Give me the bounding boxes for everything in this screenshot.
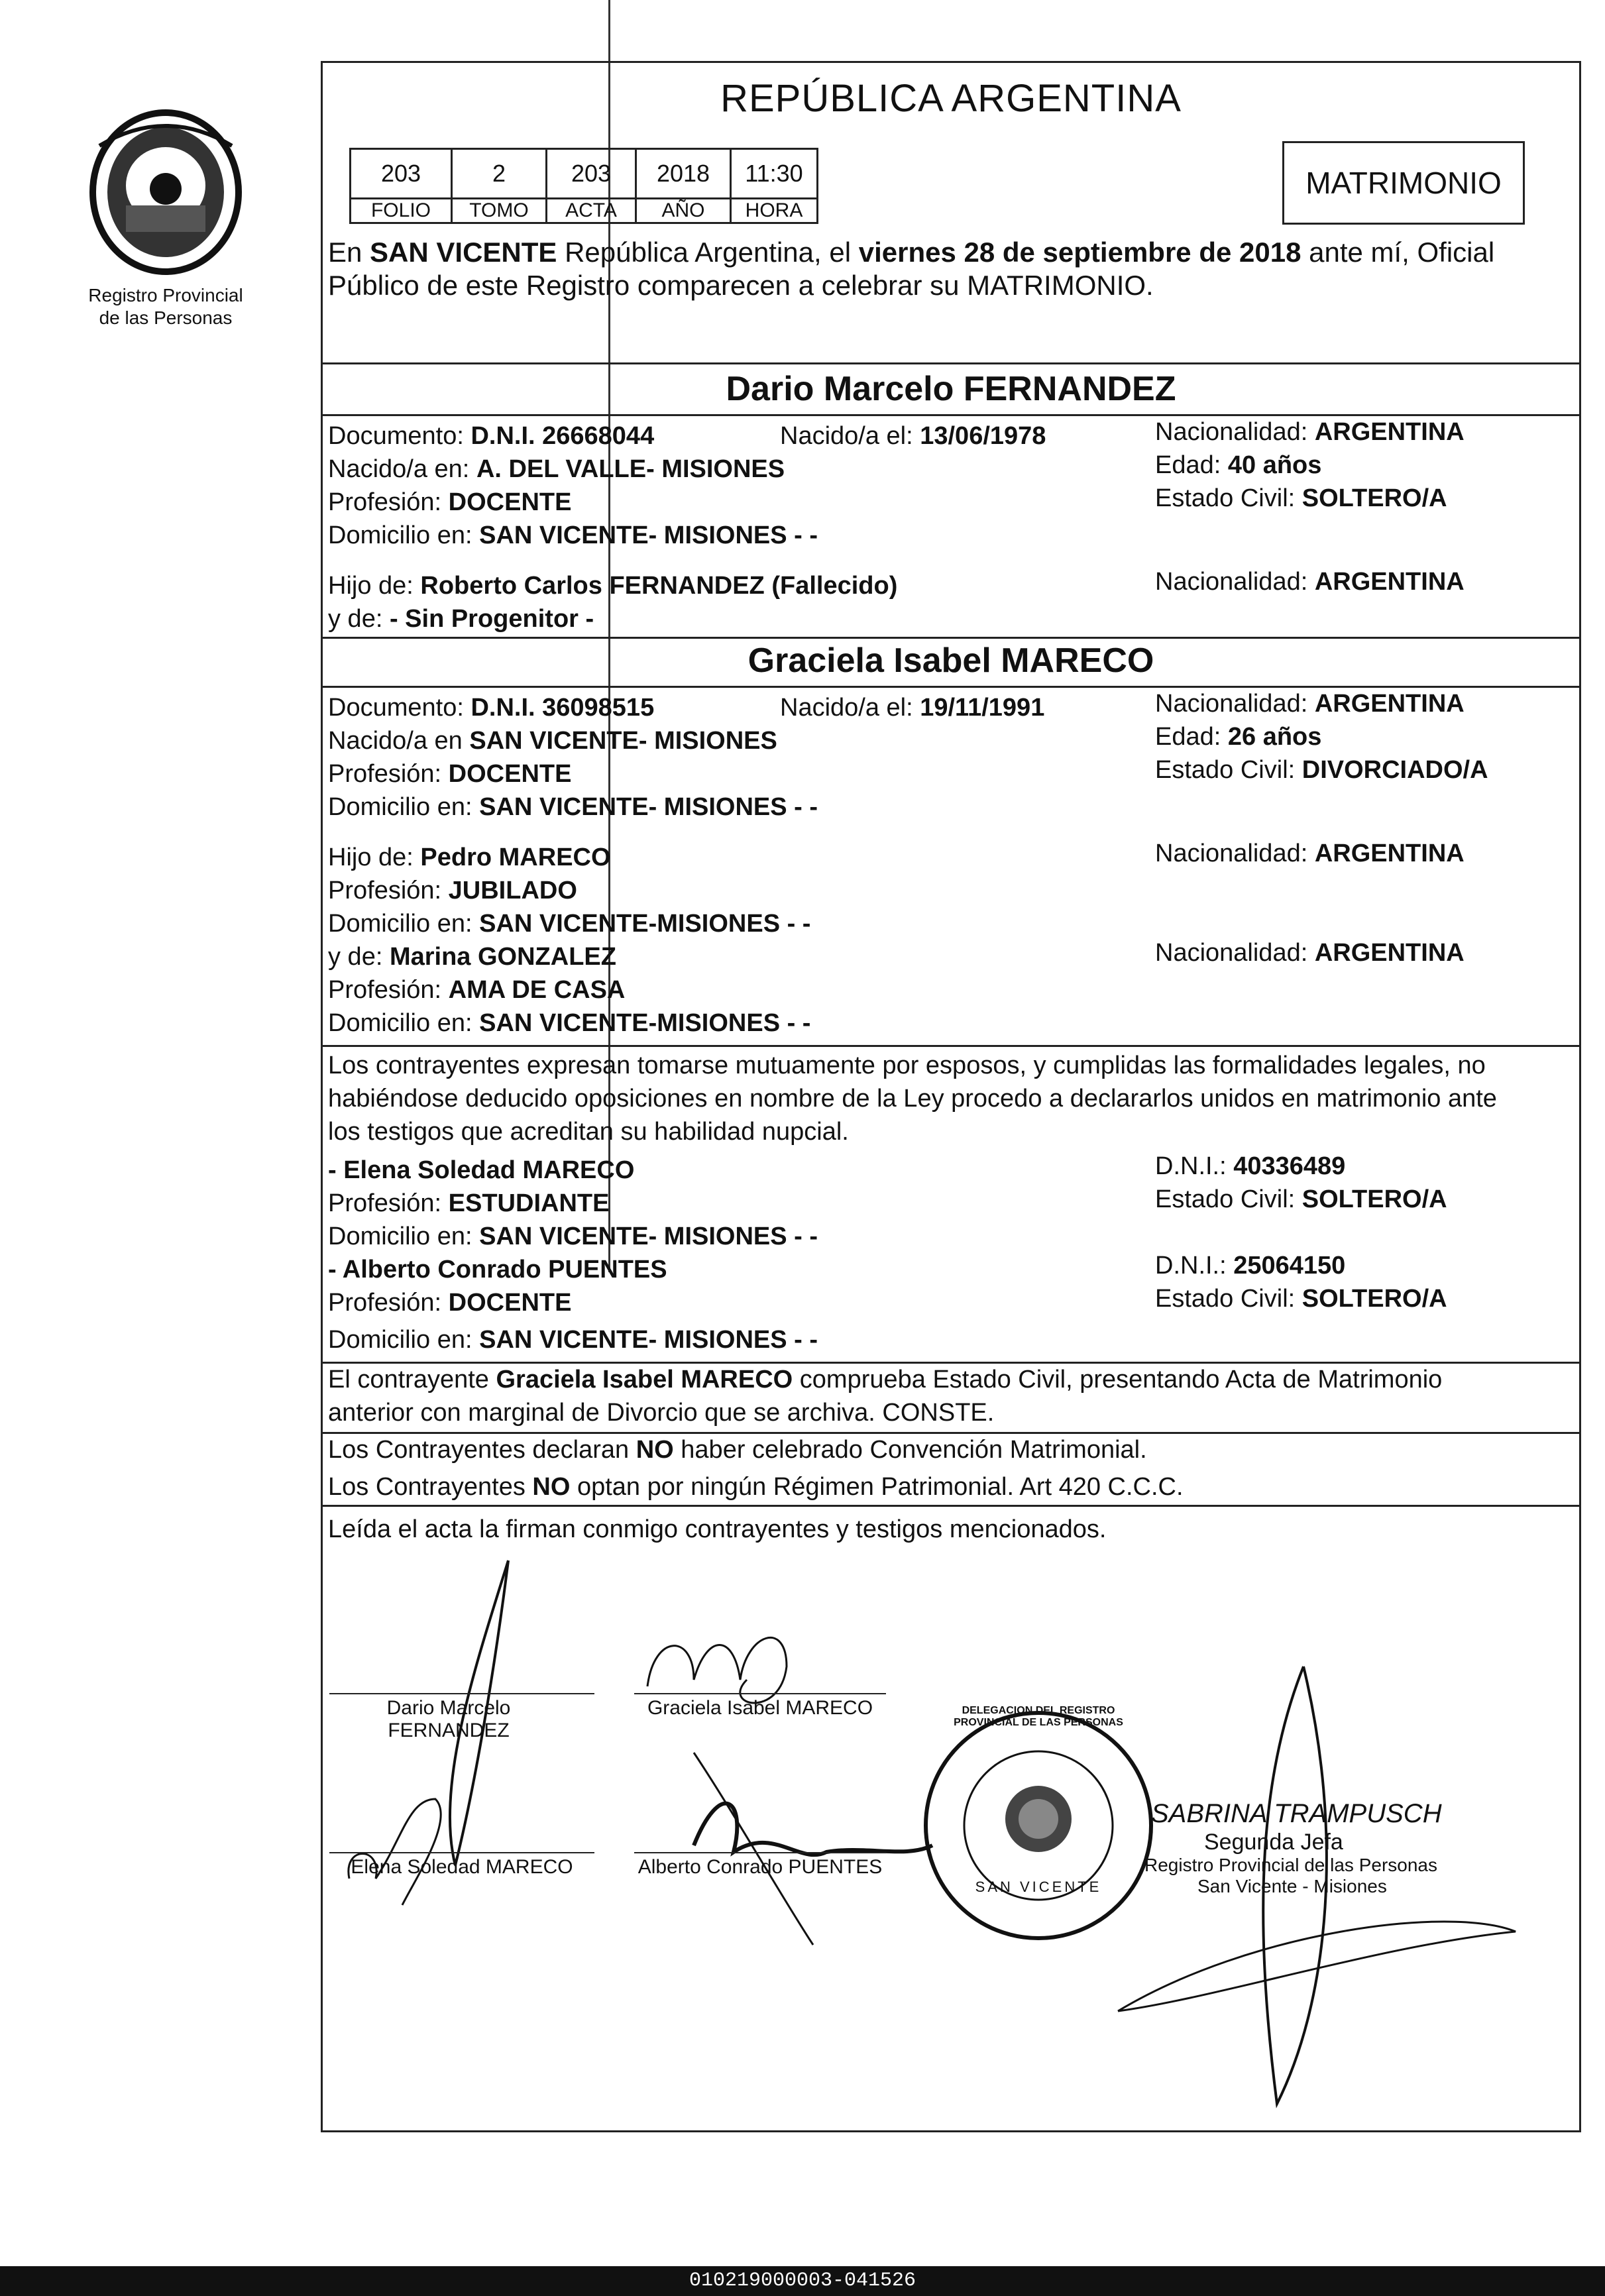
signature-line [634,1693,886,1694]
spouse2-place: Nacido/a en SAN VICENTE- MISIONES [328,727,777,755]
registry-name-line1: Registro Provincial [88,285,243,305]
witness2-prof: Profesión: DOCENTE [328,1289,572,1317]
spouse1-doc: Documento: D.N.I. 26668044 [328,422,655,450]
divider [323,1045,1579,1047]
spouse1-father: Hijo de: Roberto Carlos FERNANDEZ (Fallecido) [328,572,898,600]
anio-label: AÑO [636,199,731,223]
seal-ring-text: DELEGACION DEL REGISTRO PROVINCIAL DE LAS PERSONAS [954,1705,1123,1728]
divider [323,686,1579,688]
intro-line1 [328,237,1494,268]
spouse2-dom: Domicilio en: SAN VICENTE- MISIONES - - [328,793,818,821]
document-barcode-id: 010219000003-041526 [0,2266,1605,2296]
sig1-label: Dario Marcelo FERNANDEZ [386,1697,511,1741]
civil-note: El contrayente Graciela Isabel MARECO comprueba Estado Civil, presentando Acta de Matrimonio anterior con marginal de Divorcio que se archiva. CONSTE. [328,1363,1574,1429]
spouse1-civil: Estado Civil: SOLTERO/A [1155,484,1447,512]
witness1-name: - Elena Soledad MARECO [328,1156,635,1184]
hora-label: HORA [731,199,818,223]
witness1-dom: Domicilio en: SAN VICENTE- MISIONES - - [328,1223,818,1250]
patrimonial: Los Contrayentes declaran NO haber celebrado Convención Matrimonial. Los Contrayentes NO optan por ningún Régimen Patrimonial. Art 420 C.C.C. [328,1436,1184,1501]
spouse2-father-prof: Profesión: JUBILADO [328,877,577,904]
signature-line [329,1852,594,1853]
registry-name-line2: de las Personas [99,307,233,328]
acta-label: ACTA [547,199,636,223]
intro-pre: En [328,237,370,268]
witness2-dom: Domicilio en: SAN VICENTE- MISIONES - - [328,1326,818,1354]
witness1-prof: Profesión: ESTUDIANTE [328,1189,610,1217]
declaration [328,1049,1574,1148]
spouse1-prof: Profesión: DOCENTE [328,488,572,516]
witness2-dni: D.N.I.: 25064150 [1155,1252,1346,1280]
certificate-frame [321,61,1581,2132]
intro-city: SAN VICENTE [370,237,557,268]
witness2-name: - Alberto Conrado PUENTES [328,1256,667,1284]
spouse2-mother-dom: Domicilio en: SAN VICENTE-MISIONES - - [328,1009,811,1037]
officer-location: San Vicente - Misiones [1197,1876,1387,1896]
divider [323,362,1579,364]
spouse1-dom: Domicilio en: SAN VICENTE- MISIONES - - [328,521,818,549]
spouse1-father-nat: Nacionalidad: ARGENTINA [1155,568,1465,596]
divider [323,414,1579,416]
province-shield-icon [73,106,258,278]
country-title: REPÚBLICA ARGENTINA [720,77,1182,120]
closing-statement: Leída el acta la firman conmigo contrayentes y testigos mencionados. [328,1515,1107,1543]
intro-post: ante mí, Oficial [1301,237,1495,268]
intro-line2: Público de este Registro comparecen a celebrar su MATRIMONIO. [328,270,1154,301]
spouse2-mother-prof: Profesión: AMA DE CASA [328,976,626,1004]
hora-value: 11:30 [731,149,818,199]
spouse1-age: Edad: 40 años [1155,451,1322,479]
witness2-civil: Estado Civil: SOLTERO/A [1155,1285,1447,1313]
spouse2-age: Edad: 26 años [1155,723,1322,751]
spouse1-name: Dario Marcelo FERNANDEZ [726,370,1176,408]
spouse2-mother: y de: Marina GONZALEZ [328,943,616,971]
spouse1-nat: Nacionalidad: ARGENTINA [1155,418,1465,446]
intro-date: viernes 28 de septiembre de 2018 [858,237,1301,268]
witness1-civil: Estado Civil: SOLTERO/A [1155,1185,1447,1213]
spouse2-born: Nacido/a el: 19/11/1991 [780,694,1045,722]
divider [323,637,1579,639]
registry-logo [73,106,258,278]
spouse2-doc: Documento: D.N.I. 36098515 [328,694,655,722]
declaration-line1: Los contrayentes expresan tomarse mutuamente por esposos, y cumplidas las formalidades legales, no [328,1052,1486,1079]
record-type-box: MATRIMONIO [1282,141,1525,225]
civil-note-line2: anterior con marginal de Divorcio que se archiva. CONSTE. [328,1399,995,1427]
signature-line [329,1693,594,1694]
spouse2-prof: Profesión: DOCENTE [328,760,572,788]
spouse2-father-dom: Domicilio en: SAN VICENTE-MISIONES - - [328,910,811,938]
folio-value: 203 [351,149,452,199]
seal-center-text: SAN VICENTE [975,1879,1102,1895]
signature-line [634,1852,886,1853]
sig2-label: Graciela Isabel MARECO [647,1697,873,1719]
officer-name: SABRINA TRAMPUSCH [1151,1799,1442,1828]
folio-label: FOLIO [351,199,452,223]
officer-title: Segunda Jefa [1204,1830,1343,1855]
declaration-line3: los testigos que acreditan su habilidad nupcial. [328,1118,849,1146]
spouse2-nat: Nacionalidad: ARGENTINA [1155,690,1465,718]
anio-value: 2018 [636,149,731,199]
spouse2-father: Hijo de: Pedro MARECO [328,844,611,871]
witness1-dni: D.N.I.: 40336489 [1155,1152,1346,1180]
spouse2-mother-nat: Nacionalidad: ARGENTINA [1155,939,1465,967]
spouse2-civil: Estado Civil: DIVORCIADO/A [1155,756,1488,784]
spouse2-name: Graciela Isabel MARECO [747,641,1154,680]
sig4-label: Alberto Conrado PUENTES [637,1856,883,1878]
spouse1-place: Nacido/a en: A. DEL VALLE- MISIONES [328,455,785,483]
official-seal [919,1706,1158,1945]
spouse1-mother: y de: - Sin Progenitor - [328,605,594,633]
intro-mid: República Argentina, el [557,237,859,268]
spouse2-father-nat: Nacionalidad: ARGENTINA [1155,840,1465,867]
tomo-label: TOMO [452,199,547,223]
tomo-value: 2 [452,149,547,199]
acta-value: 203 [547,149,636,199]
record-id-table [349,148,818,224]
seal-icon [919,1706,1158,1945]
spouse1-born: Nacido/a el: 13/06/1978 [780,422,1046,450]
officer-org: Registro Provincial de las Personas [1144,1855,1437,1875]
sig3-label: Elena Soledad MARECO [351,1856,573,1878]
divider [323,1505,1579,1507]
declaration-line2: habiéndose deducido oposiciones en nombre de la Ley procedo a declararlos unidos en matrimonio ante [328,1085,1497,1113]
